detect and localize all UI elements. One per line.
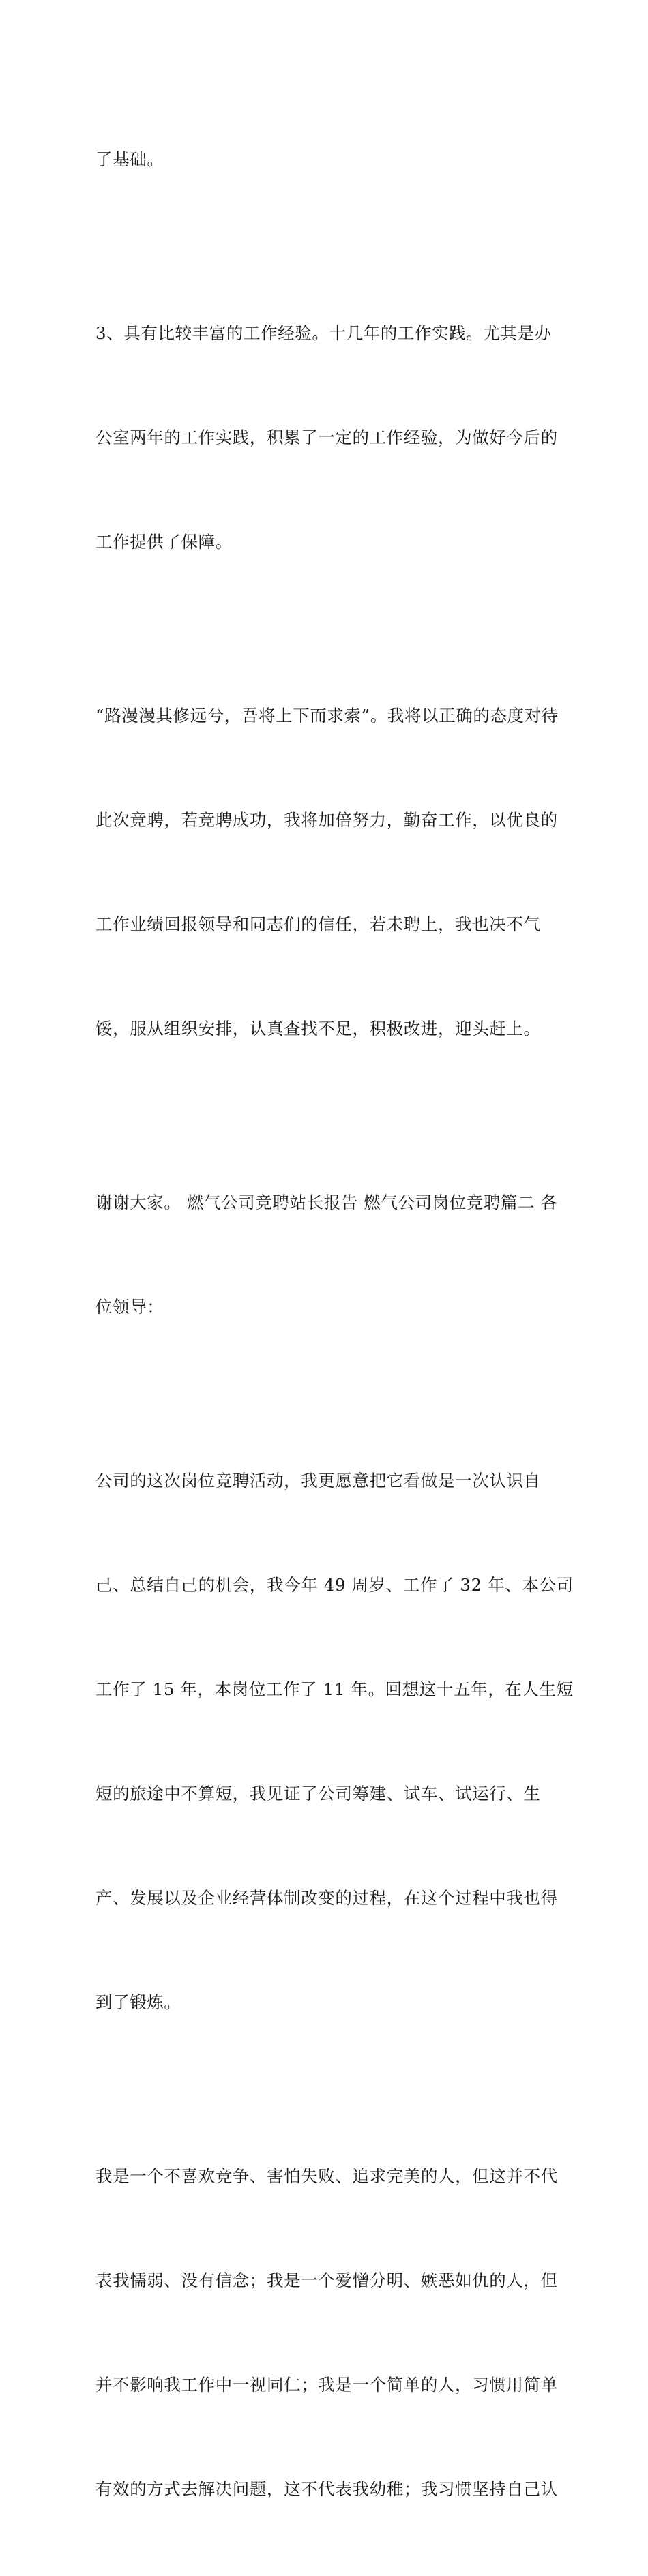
text-line: 此次竞聘，若竞聘成功，我将加倍努力，勤奋工作，以优良的 (95, 810, 558, 830)
document-body (95, 72, 574, 2576)
text-line: 有效的方式去解决问题，这不代表我幼稚；我习惯坚持自己认 (95, 2479, 558, 2499)
text-line: 短的旅途中不算短，我见证了公司筹建、试车、试运行、生 (95, 1784, 541, 1803)
text-line: 到了锻炼。 (95, 1992, 181, 2012)
text-line: 工作业绩回报领导和同志们的信任，若未聘上，我也决不气 (95, 914, 541, 934)
paragraph-5 (95, 1394, 574, 2089)
text-line: 并不影响我工作中一视同仁；我是一个简单的人，习惯用简单 (95, 2375, 558, 2395)
paragraph-6 (95, 2089, 557, 2576)
text-line: 己、总结自己的机会，我今年 49 周岁、工作了 32 年、本公司 (95, 1575, 574, 1595)
text-line: 谢谢大家。 燃气公司竞聘站长报告 燃气公司岗位竞聘篇二 各 (95, 1193, 558, 1212)
paragraph-1 (95, 72, 557, 246)
text-line: 表我懦弱、没有信念；我是一个爱憎分明、嫉恶如仇的人，但 (95, 2271, 558, 2290)
paragraph-4 (95, 1115, 557, 1394)
text-line: 工作了 15 年，本岗位工作了 11 年。回想这十五年，在人生短 (95, 1679, 574, 1699)
text-line: “路漫漫其修远兮，吾将上下而求索”。我将以正确的态度对待 (95, 706, 559, 725)
text-line: 我是一个不喜欢竞争、害怕失败、追求完美的人，但这并不代 (95, 2166, 558, 2186)
text-line: 公室两年的工作实践，积累了一定的工作经验，为做好今后的 (95, 428, 558, 447)
text-line: 位领导： (95, 1297, 164, 1317)
text-line: 产、发展以及企业经营体制改变的过程，在这个过程中我也得 (95, 1888, 558, 1908)
text-line: 馁，服从组织安排，认真查找不足，积极改进，迎头赶上。 (95, 1019, 541, 1038)
text-line: 工作提供了保障。 (95, 532, 233, 552)
paragraph-3 (95, 629, 557, 1115)
text-line: 公司的这次岗位竞聘活动，我更愿意把它看做是一次认识自 (95, 1471, 541, 1491)
paragraph-2 (95, 246, 557, 629)
text-line: 3、具有比较丰富的工作经验。十几年的工作实践。尤其是办 (95, 323, 552, 343)
text-line: 了基础。 (95, 149, 164, 169)
